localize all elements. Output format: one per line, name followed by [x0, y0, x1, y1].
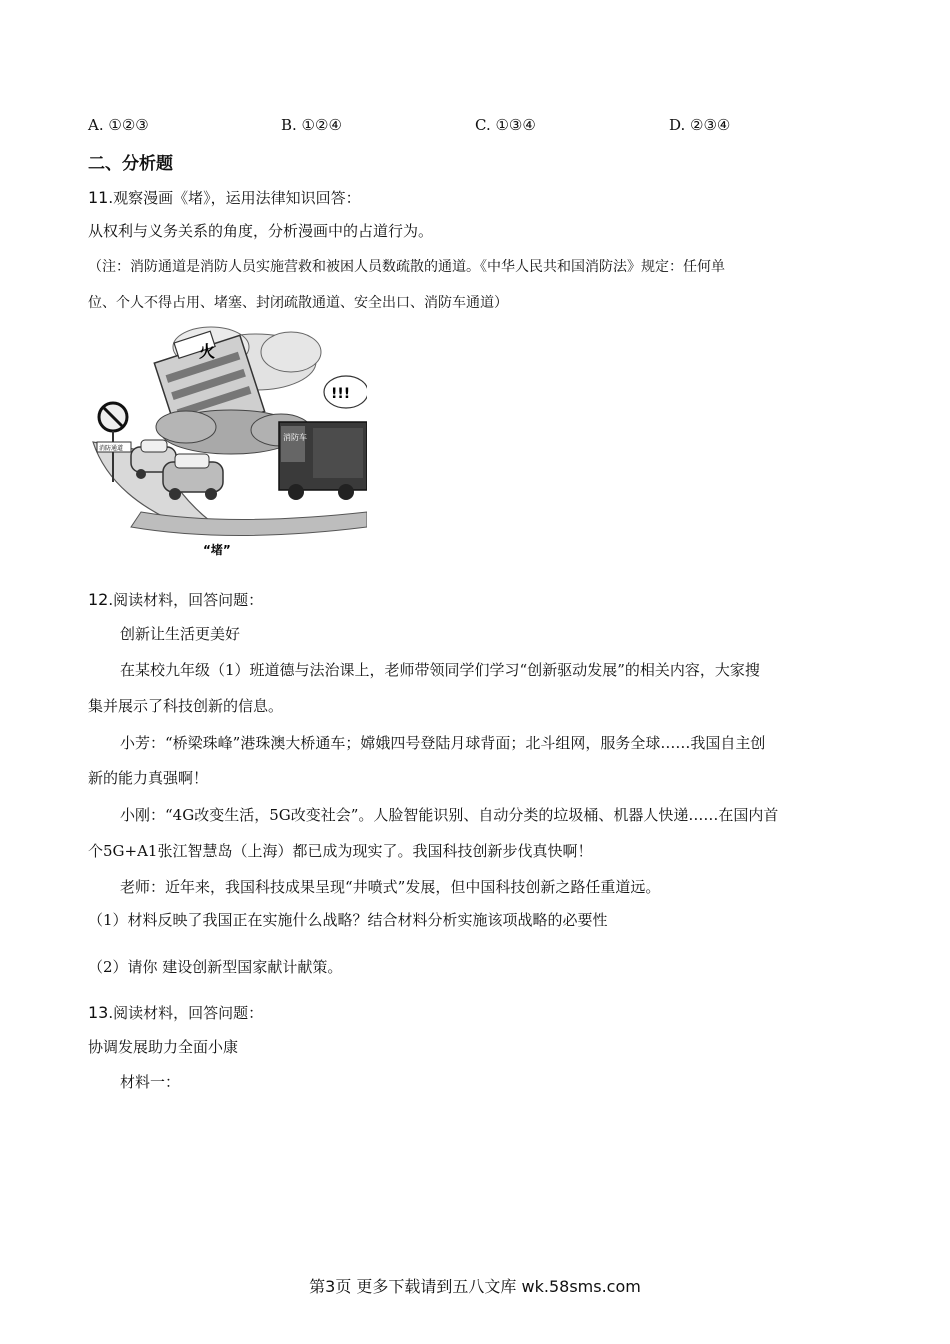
section-title: 二、分析题	[88, 154, 173, 174]
cartoon-blocked-fire-lane	[91, 322, 367, 560]
q12-paragraph1-line1: 在某校九年级（1）班道德与法治课上，老师带领同学们学习“创新驱动发展”的相关内容，大家搜	[120, 661, 760, 679]
option-a: A. ①②③	[88, 116, 149, 134]
q12-stem	[88, 589, 263, 610]
q13-title: 协调发展助力全面小康	[88, 1038, 239, 1056]
q12-subquestion-1: （1）材料反映了我国正在实施什么战略？结合材料分析实施该项战略的必要性	[88, 911, 608, 929]
q12-paragraph3-line1: 小刚：“4G改变生活，5G改变社会”。人脸智能识别、自动分类的垃圾桶、机器人快递……在国内首	[120, 806, 779, 824]
truck-label: 消防车	[283, 433, 307, 442]
q12-paragraph1-line2: 集并展示了科技创新的信息。	[88, 697, 284, 715]
q11-number: 11	[88, 188, 109, 207]
q11-stem-text: .观察漫画《堵》，运用法律知识回答：	[108, 189, 361, 207]
footer-link-text[interactable]: 页 更多下载请到五八文库 wk.58sms.com	[335, 1277, 641, 1296]
q13-stem-text: .阅读材料，回答问题：	[108, 1004, 264, 1022]
q13-material-label: 材料一：	[120, 1073, 181, 1091]
fire-lane-sign: 消防通道	[99, 445, 124, 452]
q11-stem	[88, 187, 361, 208]
page-number: 3	[325, 1277, 336, 1296]
option-d: D. ②③④	[669, 116, 731, 134]
q13-stem	[88, 1002, 263, 1023]
q11-note-line1: （注：消防通道是消防人员实施营救和被困人员数疏散的通道。《中华人民共和国消防法》规定：任何单	[88, 259, 725, 275]
option-c: C. ①③④	[475, 116, 536, 134]
fire-label: 火	[199, 342, 216, 361]
cartoon-caption: “堵”	[203, 543, 231, 557]
q12-number: 12	[88, 590, 109, 609]
q12-paragraph4: 老师：近年来，我国科技成果呈现“井喷式”发展，但中国科技创新之路任重道远。	[120, 878, 661, 896]
q12-subquestion-2: （2）请你 建设创新型国家献计献策。	[88, 958, 343, 976]
page-footer	[0, 1274, 950, 1297]
q12-paragraph2-line1: 小芳：“桥梁珠峰”港珠澳大桥通车；嫦娥四号登陆月球背面；北斗组网，服务全球……我国自主创	[120, 734, 766, 752]
q11-line1: 从权利与义务关系的角度，分析漫画中的占道行为。	[88, 222, 434, 240]
q11-note-line2: 位、个人不得占用、堵塞、封闭疏散通道、安全出口、消防车通道）	[88, 295, 508, 311]
q13-number: 13	[88, 1003, 109, 1022]
footer-prefix: 第	[309, 1277, 326, 1296]
q12-title: 创新让生活更美好	[120, 625, 241, 643]
exclaim-bubble: !!!	[331, 386, 351, 402]
q12-paragraph2-line2: 新的能力真强啊！	[88, 769, 209, 787]
option-b: B. ①②④	[281, 116, 342, 134]
q12-paragraph3-line2: 个5G+A1张江智慧岛（上海）都已成为现实了。我国科技创新步伐真快啊！	[88, 842, 593, 860]
q12-stem-text: .阅读材料，回答问题：	[108, 591, 264, 609]
